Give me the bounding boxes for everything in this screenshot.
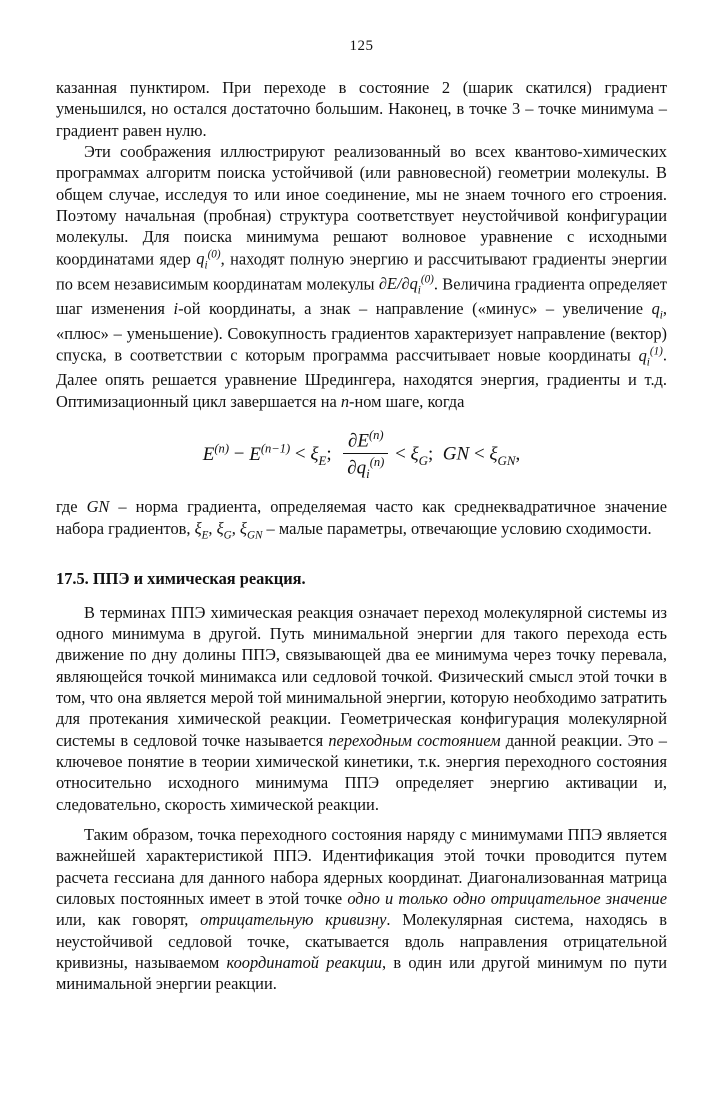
symbol-partial-derivative (378, 273, 434, 297)
paragraph-reaction (56, 602, 667, 815)
formula-lt-1: < (290, 443, 311, 465)
symbol-xi-e (194, 518, 209, 541)
term-reaction-coordinate: координатой реакции (226, 952, 382, 972)
p5-text-b: или, как говорят, (56, 910, 201, 930)
formula-lt-2: < (390, 443, 411, 465)
p5-text-a: Таким образом, точка переходного состояния наряду с минимумами ППЭ является важнейшей характеристикой ППЭ. Идентификация этой точки проводится путем расчета гессиана для данного набора ядерных координат. Диагонализованная матрица силовых постоянных имеет в этой точке (56, 825, 667, 908)
symbol-q0 (196, 248, 221, 272)
formula-num-base: ∂E (347, 430, 369, 452)
formula-xi-gn-base: ξ (489, 443, 498, 465)
symbol-de-sup: (0) (420, 273, 434, 286)
formula-lt-3: < (469, 443, 490, 465)
formula-den-sup: (n) (369, 455, 385, 470)
formula-xi-gn (489, 443, 516, 468)
symbol-qi-base: q (651, 299, 660, 319)
page-number: 125 (349, 38, 374, 54)
symbol-q1-sub: i (646, 355, 650, 368)
formula-xi-gn-sub: GN (497, 452, 516, 468)
paragraph-gn-definition (56, 496, 667, 542)
symbol-xi-gn-sub: GN (246, 528, 263, 541)
formula-xi-e (310, 443, 327, 468)
p5-text-c: . Молекулярная система, находясь в неустойчивой седловой точке, скатывается вдоль направления отрицательной кривизны, называемом (56, 910, 667, 972)
p3-text-c: – малые параметры, отвечающие условию сходимости. (262, 518, 652, 538)
symbol-n: n (340, 391, 350, 411)
term-negative-curvature: отрицательную кривизну (200, 910, 387, 930)
section-heading: 17.5. ППЭ и химическая реакция. (56, 569, 306, 589)
p3-text-a: где (56, 497, 87, 517)
formula-xi-e-base: ξ (310, 443, 319, 465)
symbol-xi-g (216, 518, 232, 541)
symbol-xi-gn-base: ξ (239, 518, 247, 538)
symbol-gn: GN (86, 497, 110, 517)
p4-text-a: В терминах ППЭ химическая реакция означает переход молекулярной системы из одного минимума в другой. Путь минимальной энергии для такого перехода есть движение по дну долины ППЭ, связывающей два ее минимума через точку перевала, являющейся точкой минимакса или седловой точкой. Физический смысл этой точки в том, что она является мерой той минимальной энергии, которую необходимо затратить для протекания химической реакции. Геометрическая конфигурация молекулярной системы в седловой точке называется (56, 602, 667, 750)
paragraph-text-g: -ном шаге, когда (349, 391, 465, 411)
convergence-formula (56, 428, 667, 482)
p5-text-d: , в один или другой минимум по пути минимальной энергии реакции. (56, 952, 667, 994)
symbol-qi-sub: i (659, 309, 663, 322)
formula-minus: − (229, 443, 250, 465)
paragraph-text-c: . Величина градиента определяет шаг изменения (56, 274, 668, 319)
formula-xi-g-sub: G (418, 452, 428, 468)
paragraph-hessian (56, 824, 667, 995)
p4-text-b: данной реакции. Это – ключевое понятие в теории химической кинетики, т.к. энергия переходного состояния относительно исходного минимума ППЭ определяет энергию активации и, следовательно, скорость химической реакции. (56, 730, 668, 814)
symbol-de-sub: i (417, 284, 421, 297)
symbol-q1-sup: (1) (649, 345, 663, 358)
term-transition-state: переходным состоянием (328, 730, 501, 750)
formula-semicolon-1: ; (326, 443, 332, 465)
formula-fraction-numerator (343, 428, 388, 454)
formula-xi-g-base: ξ (410, 443, 419, 465)
formula-fraction-denominator (343, 454, 388, 482)
page-body (56, 77, 667, 995)
p3-comma-2: , (231, 518, 240, 538)
symbol-xi-gn (239, 518, 263, 541)
symbol-de-base: ∂E/∂q (378, 274, 418, 294)
paragraph-text: казанная пунктиром. При переходе в состояние 2 (шарик скатился) градиент уменьшился, но остался достаточно большим. Наконец, в точке 3 – точке минимума – градиент равен нулю. (56, 78, 667, 140)
symbol-q0-sup: (0) (207, 248, 221, 261)
symbol-xi-g-sub: G (223, 528, 232, 541)
symbol-xi-e-sub: E (201, 528, 209, 541)
paragraph-gap (56, 815, 667, 824)
formula-fraction (343, 428, 388, 482)
formula-xi-g (410, 443, 428, 468)
paragraph-text-e: , «плюс» – уменьшение). Совокупность градиентов характеризует направление (вектор) спуска, в соответствии с которым программа рассчитывает новые координаты (56, 299, 668, 365)
formula-num-sup: (n) (368, 428, 384, 443)
formula-e-n-sup: (n) (214, 441, 229, 456)
symbol-xi-g-base: ξ (216, 518, 224, 538)
formula-e-n1 (249, 441, 291, 465)
symbol-i: i (173, 299, 179, 319)
paragraph-optimization (56, 141, 667, 412)
paragraph-text-d: -ой координаты, а знак – направление («минус» – увеличение (178, 299, 652, 319)
paragraph-continuation (56, 77, 667, 141)
formula-semicolon-2: ; (428, 443, 434, 465)
formula-comma: , (515, 443, 521, 465)
p3-text-b: – норма градиента, определяемая часто как среднеквадратичное значение набора градиентов, (56, 497, 668, 538)
formula-e-n1-sup: (n−1) (260, 441, 291, 456)
symbol-q1 (638, 345, 663, 368)
formula-e-n1-base: E (249, 443, 261, 465)
paragraph-text-a: Эти соображения иллюстрируют реализованный во всех квантово-химических программах алгоритм поиска устойчивой (или равновесной) геометрии молекулы. В общем случае, исследуя то или иное соединение, мы не знаем точного его строения. Поэтому начальная (пробная) структура соответствует неустойчивой конфигурации молекулы. Для поиска минимума решают волновое уравнение с исходными координатами ядер (56, 141, 667, 269)
formula-e-n-base: E (202, 443, 215, 465)
symbol-q1-base: q (638, 345, 647, 365)
formula-den-sub: i (366, 466, 370, 482)
p3-comma-1: , (208, 518, 217, 538)
formula-den-base: ∂q (347, 457, 367, 479)
paragraph-text-f: . Далее опять решается уравнение Шредингера, находятся энергия, градиенты и т.д. Оптимизационный цикл завершается на (56, 345, 667, 411)
symbol-q0-sub: i (204, 259, 208, 272)
formula-xi-e-sub: E (318, 452, 327, 468)
formula-gn: GN (442, 443, 470, 465)
term-one-negative-value: одно и только одно отрицательное значение (347, 889, 667, 908)
paragraph-text-b: , находят полную энергию и рассчитывают градиенты энергии по всем независимым координатам молекулы (56, 249, 667, 294)
formula-e-n (202, 441, 229, 465)
symbol-xi-e-base: ξ (194, 518, 202, 538)
symbol-qi (651, 299, 663, 322)
symbol-q0-base: q (196, 249, 205, 269)
